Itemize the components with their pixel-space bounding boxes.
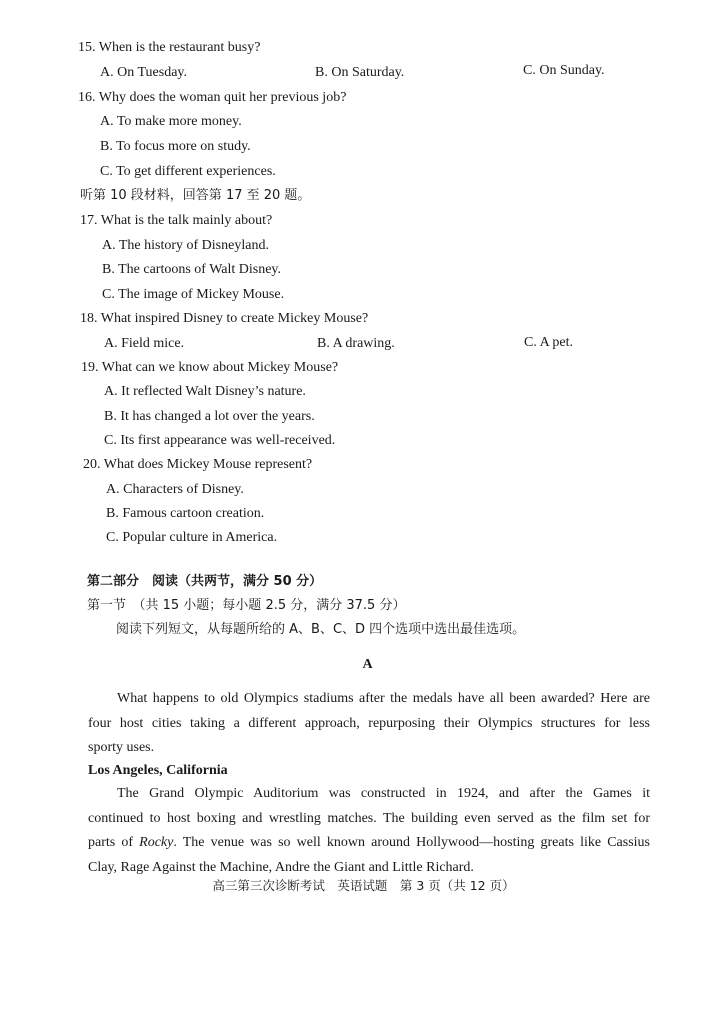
question-19-option-c: C. Its first appearance was well-received. bbox=[104, 433, 336, 448]
la-line-1: The Grand Olympic Auditorium was constructed in 1924, and after the Games it bbox=[117, 786, 650, 801]
passage-letter: A bbox=[362, 657, 373, 672]
question-17-option-b: B. The cartoons of Walt Disney. bbox=[102, 262, 282, 277]
question-15-stem: 15. When is the restaurant busy? bbox=[78, 40, 261, 55]
film-title-rocky: Rocky bbox=[139, 835, 174, 850]
intro-line-1: What happens to old Olympics stadiums after the medals have all been awarded? Here are bbox=[117, 691, 650, 706]
question-17-option-c: C. The image of Mickey Mouse. bbox=[102, 287, 285, 302]
question-19-option-b: B. It has changed a lot over the years. bbox=[104, 409, 315, 424]
question-15-option-b: B. On Saturday. bbox=[315, 65, 405, 80]
listening-instruction: 听第 10 段材料，回答第 17 至 20 题。 bbox=[80, 188, 311, 203]
intro-line-3: sporty uses. bbox=[88, 740, 155, 755]
question-18-option-b: B. A drawing. bbox=[317, 336, 395, 351]
question-18-option-a: A. Field mice. bbox=[104, 336, 185, 351]
question-16-option-c: C. To get different experiences. bbox=[100, 164, 276, 179]
question-17-stem: 17. What is the talk mainly about? bbox=[80, 213, 273, 228]
question-18-stem: 18. What inspired Disney to create Mickey Mouse? bbox=[80, 311, 369, 326]
question-20-option-a: A. Characters of Disney. bbox=[106, 482, 244, 497]
page-footer: 高三第三次诊断考试 英语试题 第 3 页（共 12 页） bbox=[212, 878, 515, 893]
question-15-option-c: C. On Sunday. bbox=[523, 63, 605, 78]
part-2-heading: 第二部分 阅读（共两节，满分 50 分） bbox=[87, 574, 323, 589]
los-angeles-heading: Los Angeles, California bbox=[88, 763, 228, 778]
question-16-option-a: A. To make more money. bbox=[100, 114, 242, 129]
question-19-option-a: A. It reflected Walt Disney’s nature. bbox=[104, 384, 306, 399]
la-line-3-post: . The venue was so well known around Hollywood—hosting greats like Cassius bbox=[173, 835, 650, 850]
question-18-option-c: C. A pet. bbox=[524, 335, 574, 350]
la-line-2: continued to host boxing and wrestling matches. The building even served as the film set for bbox=[88, 810, 650, 826]
section-1-instruction: 阅读下列短文，从每题所给的 A、B、C、D 四个选项中选出最佳选项。 bbox=[116, 622, 526, 637]
question-16-option-b: B. To focus more on study. bbox=[100, 139, 251, 154]
question-17-option-a: A. The history of Disneyland. bbox=[102, 238, 269, 253]
la-line-3-pre: parts of bbox=[88, 835, 140, 850]
question-16-stem: 16. Why does the woman quit her previous job? bbox=[78, 90, 347, 105]
intro-line-2: four host cities taking a different approach, repurposing their Olympics structures for less bbox=[88, 715, 650, 731]
los-angeles-paragraph bbox=[88, 782, 650, 880]
question-15-option-a: A. On Tuesday. bbox=[100, 65, 187, 80]
section-1-heading: 第一节 （共 15 小题；每小题 2.5 分，满分 37.5 分） bbox=[87, 598, 406, 613]
passage-intro-paragraph bbox=[88, 687, 650, 761]
question-20-option-b: B. Famous cartoon creation. bbox=[106, 506, 265, 521]
la-line-4: Clay, Rage Against the Machine, Andre the Giant and Little Richard. bbox=[88, 859, 474, 875]
question-20-option-c: C. Popular culture in America. bbox=[106, 530, 278, 545]
question-20-stem: 20. What does Mickey Mouse represent? bbox=[83, 457, 313, 472]
question-19-stem: 19. What can we know about Mickey Mouse? bbox=[81, 360, 339, 375]
la-line-3 bbox=[88, 831, 650, 856]
